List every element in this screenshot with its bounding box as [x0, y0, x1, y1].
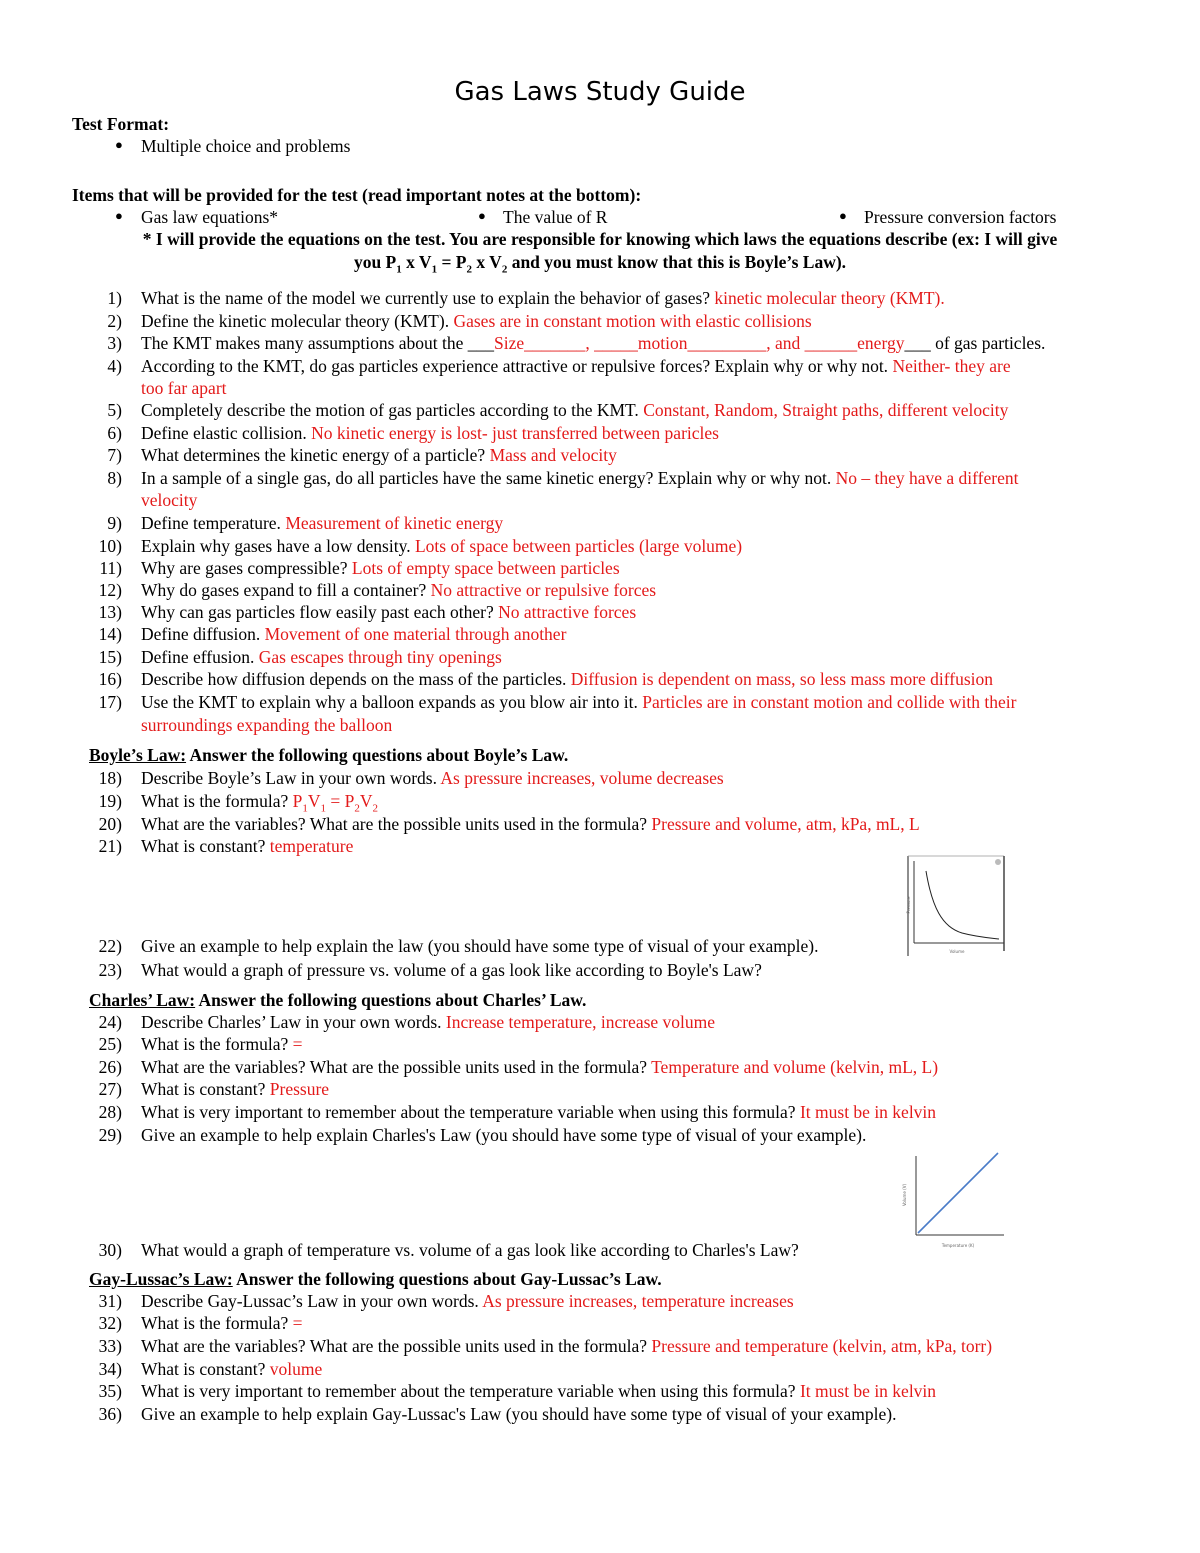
charles-heading: Charles’ Law: Answer the following questions about Charles’ Law. [89, 990, 587, 1010]
bullet-icon: ● [115, 208, 123, 223]
charles-line [918, 1153, 998, 1233]
graph-marker [995, 859, 1001, 865]
provided-heading: Items that will be provided for the test (read important notes at the bottom): [72, 185, 642, 205]
graph-ylabel: Volume (V) [902, 1183, 907, 1207]
bullet-icon: ● [478, 208, 486, 223]
graph-xlabel: Volume [949, 949, 965, 954]
study-guide-page: Gas Laws Study Guide Test Format: ● Multiple choice and problems Items that will be provided for the test (read important notes at the bottom): ● Gas law equations* ● The value of R ● Pressure conversion factors * I will provide the equations on the test. You are responsible for knowing which laws the equations describe (ex: I will give you $P_1$ x $V_1 = P_2$ x $V_2$ and you must know that this is Boyle’s Law). 1) What is the name of the model we currently use to explain the behavior of gases? kinetic molecular theory (KMT). 2) Define the kinetic molecular theory (KMT). Gases are in constant motion with elastic collisions 3) The KMT makes many assumptions about the ___Size_______, _____motion_________, and ______energy___ of gas particles. 4) According to the KMT, do gas particles experience attractive or repulsive forces? Explain why or why not. Neither- they are too far apart 5) Completely describe the motion of gas particles according to the KMT. Constant, Random, Straight paths, different velocity 6) Define elastic collision. No kinetic energy is lost- just transferred between paricles 7) What determines the kinetic energy of a particle? Mass and velocity 8) In a sample of a single gas, do all particles have the same kinetic energy? Explain why or why not. No – they have a different velocity 9) Define temperature. Measurement of kinetic energy 10) Explain why gases have a low density. Lots of space between particles (large volume) 11) Why are gases compressible? Lots of empty space between particles 12) Why do gases expand to fill a container? No attractive or repulsive forces 13) Why can gas particles flow easily past each other? No attractive forces 14) Define diffusion. Movement of one material through another 15) Define effusion. Gas escapes through tiny openings 16) Describe how diffusion depends on the mass of the particles. Diffusion is dependent on mass, so less mass more diffusion 17) Use the KMT to explain why a balloon expands as you blow air into it. Particles are in constant motion and collide with their surroundings expanding the balloon Boyle’s Law: Answer the following questions about Boyle’s Law. 18) Describe Boyle’s Law in your own words. As pressure increases, volume decreases 19) What is the formula? $P_1V_1 = P_2V_2$ 20) What are the variables? What are the possible units used in the formula? Pressure and volume, atm, kPa, mL, L 21) What is constant? temperature Pressure Volume 22) Give an example to help explain the law (you should have some type of visual of your example). 23) What would a graph of pressure vs. volume of a gas look like according to Boyle's Law? Charles’ Law: Answer the following questions about Charles’ Law. 24) Describe Charles’ Law in your own words. Increase temperature, increase volume 25) What is the formula? = 26) What are the variables? What are the possible units used in the formula? Temperature and volume (kelvin, mL, L) 27) What is constant? Pressure 28) What is very important to remember about the temperature variable when using this formula? It must be in kelvin 29) Give an example to help explain Charles's Law (you should have some type of visual of your example). Volume (V) Temperature (K) 30) What would a graph of temperature vs. volume of a gas look like according to Charles's Law? Gay-Lussac’s Law: Answer the following questions about Gay-Lussac’s Law. 31) Describe Gay-Lussac’s Law in your own words. As pressure increases, temperature increases 32) What is the formula? = 33) What are the variables? What are the possible units used in the formula? Pressure and temperature (kelvin, atm, kPa, torr) 34) What is constant? volume 35) What is very important to remember about the temperature variable when using this formula? It must be in kelvin 36) Give an example to help explain Gay-Lussac's Law (you should have some type of visual of your example). [0, 0, 1200, 1553]
page-title: Gas Laws Study Guide [454, 77, 746, 107]
graph-xlabel: Temperature (K) [941, 1243, 975, 1248]
graph-ylabel: Pressure [906, 896, 911, 914]
answer-continuation: velocity [141, 490, 198, 510]
boyle-heading: Boyle’s Law: Answer the following questions about Boyle’s Law. [89, 745, 569, 765]
gaylussac-heading: Gay-Lussac’s Law: Answer the following questions about Gay-Lussac’s Law. [89, 1269, 662, 1289]
charles-graph [898, 1150, 1010, 1250]
answer-continuation: too far apart [141, 378, 227, 398]
bullet-icon: ● [115, 137, 123, 152]
answer-continuation: surroundings expanding the balloon [141, 715, 393, 735]
provided-note-line1: * I will provide the equations on the test. You are responsible for knowing which laws the equations describe (ex: I will give [142, 229, 1058, 249]
boyle-graph [902, 855, 1010, 957]
provided-item: The value of R [503, 207, 608, 227]
provided-item: Gas law equations* [141, 207, 279, 227]
provided-item: Pressure conversion factors [864, 207, 1057, 227]
provided-note-line2: you $P_1$ x $V_1 = P_2$ x $V_2$ and you must know that this is Boyle’s Law). [353, 252, 847, 276]
bullet-icon: ● [839, 208, 847, 223]
boyle-curve [926, 871, 999, 939]
test-format-item: Multiple choice and problems [141, 136, 351, 156]
boyle-formula: $P_1V_1 = P_2V_2$ [292, 791, 378, 815]
test-format-heading: Test Format: [72, 114, 170, 134]
